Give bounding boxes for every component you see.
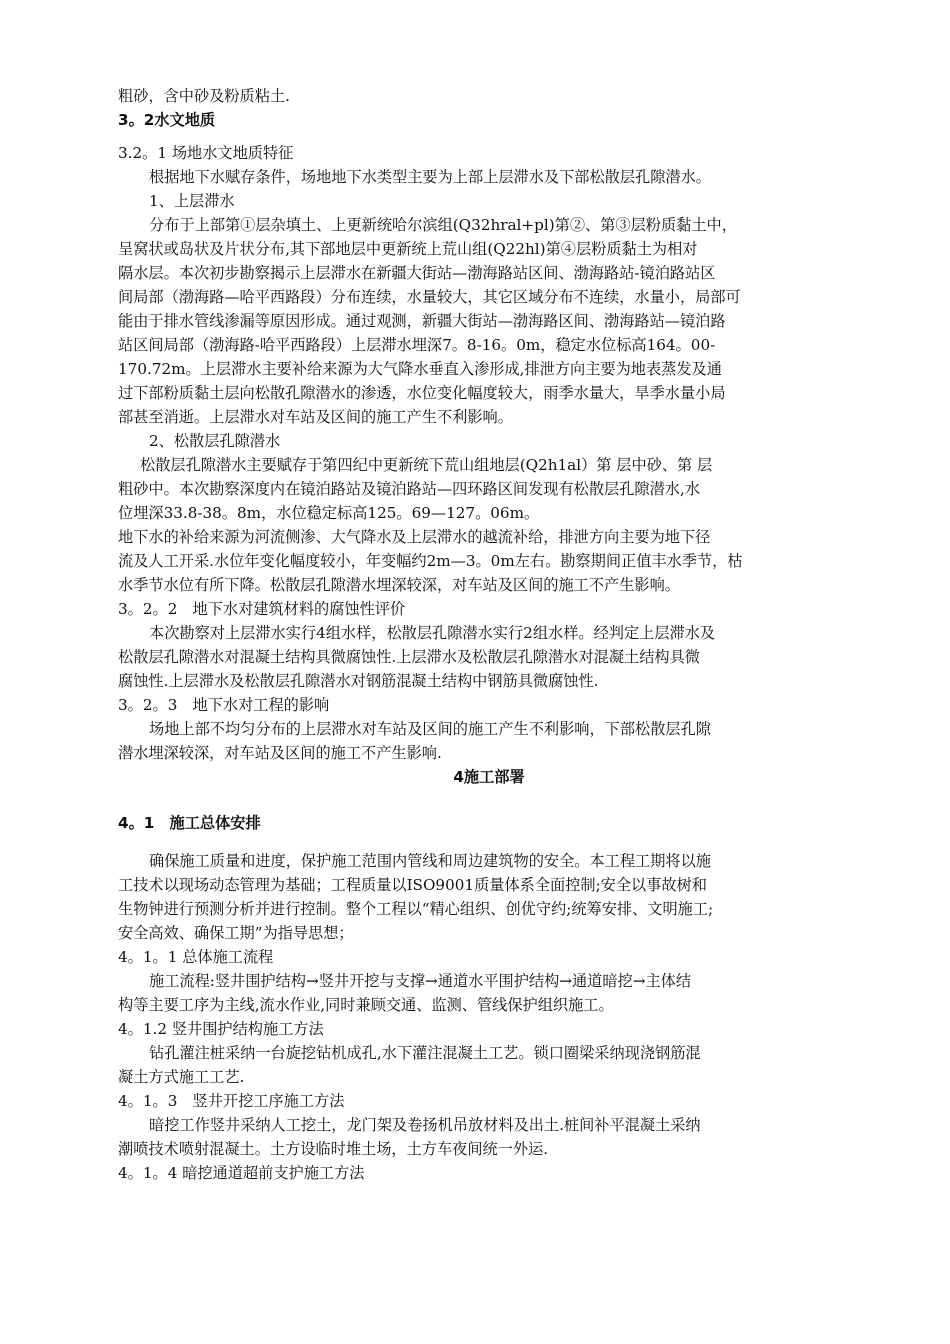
text-line: 潜水埋深较深，对车站及区间的施工不产生影响. — [118, 744, 442, 762]
intro-line: 粗砂，含中砂及粉质粘土. — [118, 87, 290, 105]
text-line: 呈窝状或岛状及片状分布,其下部地层中更新统上荒山组(Q22hl)第④层粉质黏土为相对 — [118, 240, 698, 258]
section-3-2-title: 3。2水文地质 — [118, 111, 216, 129]
paragraph: 根据地下水赋存条件，场地地下水类型主要为上部上层滞水及下部松散层孔隙潜水。 — [149, 168, 711, 186]
text-line: 分布于上部第①层杂填土、上更新统哈尔滨组(Q32hral+pl)第②、第③层粉质黏土中， — [149, 216, 737, 234]
subsection-3-2-3-title: 3。2。3 地下水对工程的影响 — [118, 696, 330, 714]
subsection-4-1-1-title: 4。1。1 总体施工流程 — [118, 948, 274, 966]
text-line: 粗砂中。本次勘察深度内在镜泊路站及镜泊路站—四环路区间发现有松散层孔隙潜水,水 — [118, 480, 700, 498]
subsection-3-2-1-title: 3.2。1 场地水文地质特征 — [118, 144, 294, 162]
text-line: 过下部粉质黏土层向松散孔隙潜水的渗透，水位变化幅度较大，雨季水量大，旱季水量小局 — [118, 384, 726, 402]
text-line: 隔水层。本次初步勘察揭示上层滞水在新疆大街站—渤海路站区间、渤海路站-镜泊路站区 — [118, 264, 716, 282]
text-line: 水季节水位有所下降。松散层孔隙潜水埋深较深，对车站及区间的施工不产生影响。 — [118, 576, 680, 594]
item-title: 1、上层滞水 — [149, 192, 235, 210]
text-line: 腐蚀性.上层滞水及松散层孔隙潜水对钢筋混凝土结构中钢筋具微腐蚀性. — [118, 672, 599, 690]
text-line: 构等主要工序为主线,流水作业,同时兼顾交通、监测、管线保护组织施工。 — [118, 996, 614, 1014]
text-line: 部甚至消逝。上层滞水对车站及区间的施工产生不利影响。 — [118, 408, 513, 426]
text-line: 170.72m。上层滞水主要补给来源为大气降水垂直入渗形成,排泄方向主要为地表蒸发及通 — [118, 360, 722, 378]
text-line: 场地上部不均匀分布的上层滞水对车站及区间的施工产生不利影响，下部松散层孔隙 — [149, 720, 711, 738]
item-title: 2、松散层孔隙潜水 — [149, 432, 281, 450]
subsection-4-1-3-title: 4。1。3 竖井开挖工序施工方法 — [118, 1092, 345, 1110]
text-line: 生物钟进行预测分析并进行控制。整个工程以“精心组织、创优守约;统筹安排、文明施工; — [118, 900, 714, 918]
text-line: 安全高效、确保工期”为指导思想； — [118, 924, 354, 942]
text-line: 间局部（渤海路—哈平西路段）分布连续，水量较大，其它区域分布不连续，水量小，局部可 — [118, 288, 741, 306]
text-line: 松散层孔隙潜水对混凝土结构具微腐蚀性.上层滞水及松散层孔隙潜水对混凝土结构具微 — [118, 648, 700, 666]
text-line: 施工流程:竖井围护结构→竖井开挖与支撑→通道水平围护结构→通道暗挖→主体结 — [149, 972, 692, 990]
document-page — [118, 84, 860, 1185]
text-line: 位埋深33.8-38。8m，水位稳定标高125。69—127。06m。 — [118, 504, 540, 522]
text-line: 暗挖工作竖井采纳人工挖土，龙门架及卷扬机吊放材料及出土.桩间补平混凝土采纳 — [149, 1116, 701, 1134]
text-line: 确保施工质量和进度，保护施工范围内管线和周边建筑物的安全。本工程工期将以施 — [149, 852, 711, 870]
text-line: 凝土方式施工工艺. — [118, 1068, 245, 1086]
text-line: 流及人工开采.水位年变化幅度较小，年变幅约2m—3。0m左右。勘察期间正值丰水季节，枯 — [118, 552, 743, 570]
text-line: 地下水的补给来源为河流侧渗、大气降水及上层滞水的越流补给，排泄方向主要为地下径 — [118, 528, 711, 546]
section-4-title: 4施工部署 — [453, 768, 525, 786]
subsection-3-2-2-title: 3。2。2 地下水对建筑材料的腐蚀性评价 — [118, 600, 406, 618]
text-line: 站区间局部（渤海路-哈平西路段）上层滞水埋深7。8-16。0m，稳定水位标高164。00- — [118, 336, 716, 354]
subsection-4-1-2-title: 4。1.2 竖井围护结构施工方法 — [118, 1020, 324, 1038]
subsection-4-1-title: 4。1 施工总体安排 — [118, 814, 261, 832]
text-line: 本次勘察对上层滞水实行4组水样，松散层孔隙潜水实行2组水样。经判定上层滞水及 — [149, 624, 716, 642]
subsection-4-1-4-title: 4。1。4 暗挖通道超前支护施工方法 — [118, 1164, 365, 1182]
text-line: 工技术以现场动态管理为基础；工程质量以ISO9001质量体系全面控制;安全以事故树和 — [118, 876, 707, 894]
text-line: 钻孔灌注桩采纳一台旋挖钻机成孔,水下灌注混凝土工艺。锁口圈梁采纳现浇钢筋混 — [149, 1044, 701, 1062]
text-line: 能由于排水管线渗漏等原因形成。通过观测，新疆大街站—渤海路区间、渤海路站—镜泊路 — [118, 312, 726, 330]
text-line: 松散层孔隙潜水主要赋存于第四纪中更新统下荒山组地层(Q2h1al）第 层中砂、第 层 — [140, 456, 713, 474]
text-line: 潮喷技术喷射混凝土。土方设临时堆土场，土方车夜间统一外运. — [118, 1140, 549, 1158]
